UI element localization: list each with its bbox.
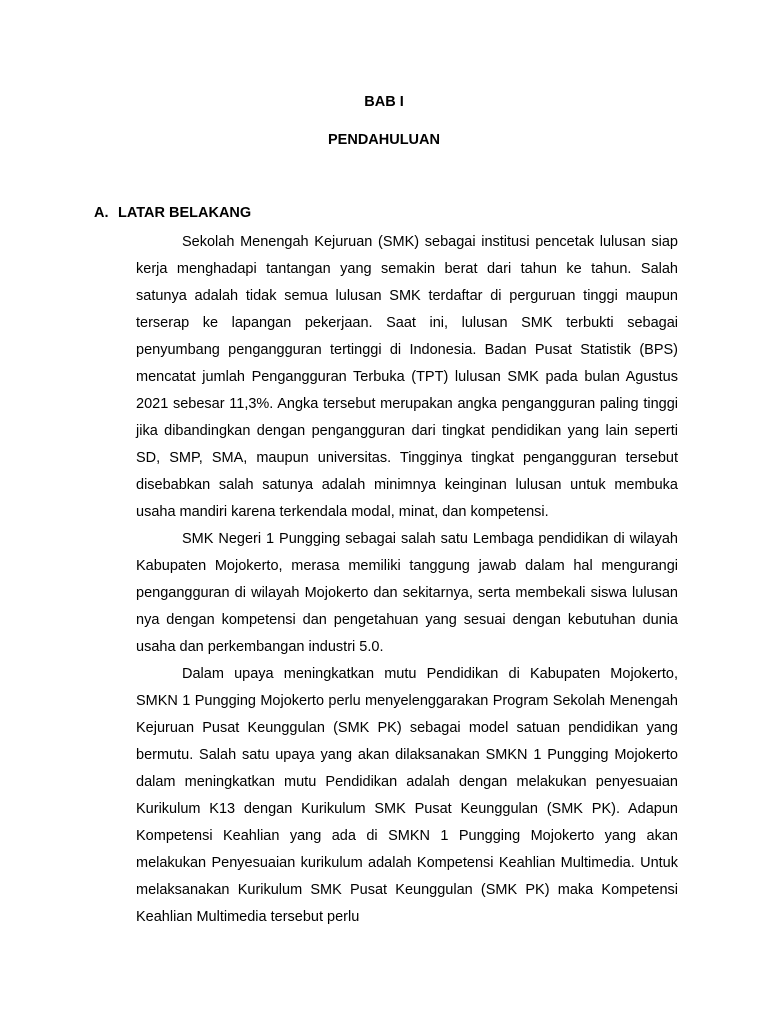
chapter-title: PENDAHULUAN	[328, 132, 440, 148]
paragraph-3: Dalam upaya meningkatkan mutu Pendidikan di Kabupaten Mojokerto, SMKN 1 Pungging Mojokerto perlu menyelenggarakan Program Sekolah Menengah Kejuruan Pusat Keunggulan (SMK PK) sebagai model satuan pendidikan yang bermutu. Salah satu upaya yang akan dilaksanakan SMKN 1 Pungging Mojokerto dalam meningkatkan mutu Pendidikan adalah dengan melakukan penyesuaian Kurikulum K13 dengan Kurikulum SMK Pusat Keunggulan (SMK PK). Adapun Kompetensi Keahlian yang ada di SMKN 1 Pungging Mojokerto yang akan melakukan Penyesuaian kurikulum adalah Kompetensi Keahlian Multimedia. Untuk melaksanakan Kurikulum SMK Pusat Keunggulan (SMK PK) maka Kompetensi Keahlian Multimedia tersebut perlu	[136, 666, 678, 925]
paragraph-2: SMK Negeri 1 Pungging sebagai salah satu Lembaga pendidikan di wilayah Kabupaten Mojokerto, merasa memiliki tanggung jawab dalam hal mengurangi pengangguran di wilayah Mojokerto dan sekitarnya, serta membekali siswa lulusan nya dengan kompetensi dan pengetahuan yang sesuai dengan kebutuhan dunia usaha dan perkembangan industri 5.0.	[136, 531, 678, 655]
section-letter: A.	[94, 205, 109, 221]
body-text	[136, 229, 678, 931]
chapter-number: BAB I	[364, 94, 404, 110]
section-heading	[94, 203, 251, 223]
paragraph-1: Sekolah Menengah Kejuruan (SMK) sebagai institusi pencetak lulusan siap kerja menghadapi tantangan yang semakin berat dari tahun ke tahun. Salah satunya adalah tidak semua lulusan SMK terdaftar di perguruan tinggi maupun terserap ke lapangan pekerjaan. Saat ini, lulusan SMK terbukti sebagai penyumbang pengangguran tertinggi di Indonesia. Badan Pusat Statistik (BPS) mencatat jumlah Pengangguran Terbuka (TPT) lulusan SMK pada bulan Agustus 2021 sebesar 11,3%. Angka tersebut merupakan angka pengangguran paling tinggi jika dibandingkan dengan pengangguran dari tingkat pendidikan yang lain seperti SD, SMP, SMA, maupun universitas. Tingginya tingkat pengangguran tersebut disebabkan salah satunya adalah minimnya keinginan lulusan untuk membuka usaha mandiri karena terkendala modal, minat, dan kompetensi.	[136, 234, 678, 520]
section-title: LATAR BELAKANG	[118, 205, 252, 221]
